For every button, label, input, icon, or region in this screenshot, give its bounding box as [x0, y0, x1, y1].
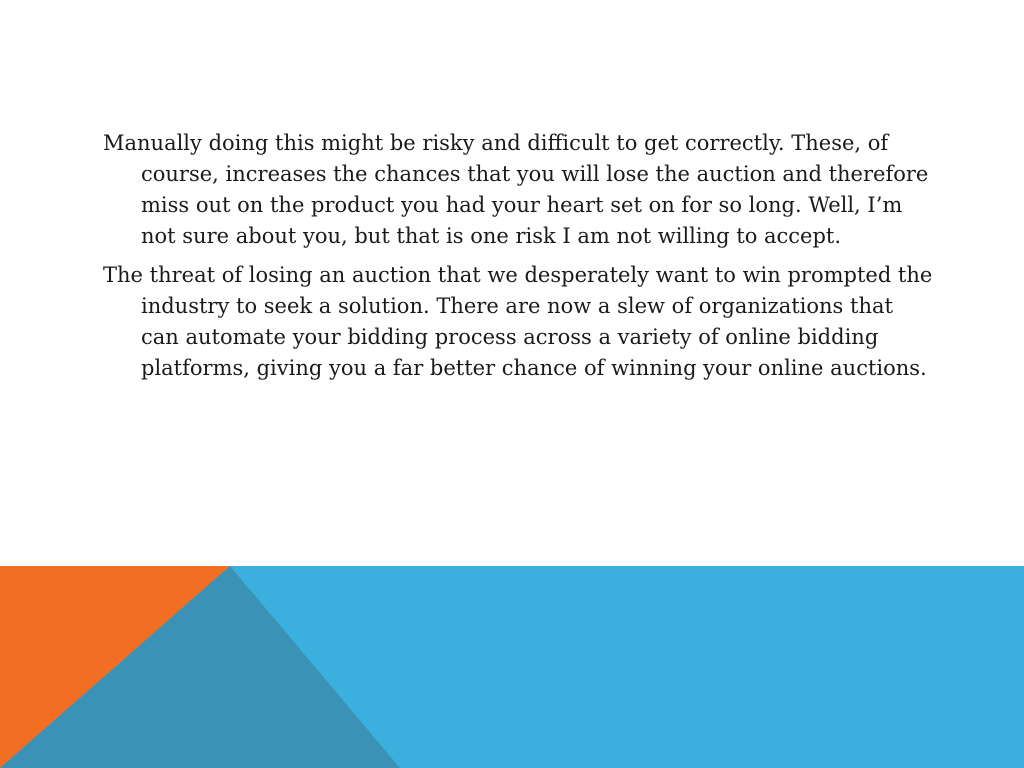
slide-body [103, 128, 933, 392]
paragraph-1: Manually doing this might be risky and difficult to get correctly. These, of course, increases the chances that you will lose the auction and therefore miss out on the product you had your heart set on for so long. Well, I’m not sure about you, but that is one risk I am not willing to accept. [103, 131, 929, 248]
decorative-footer-band [0, 566, 1024, 768]
paragraph-2: The threat of losing an auction that we desperately want to win prompted the industry to seek a solution. There are now a slew of organizations that can automate your bidding process across a variety of online bidding platforms, giving you a far better chance of winning your online auctions. [103, 263, 933, 380]
